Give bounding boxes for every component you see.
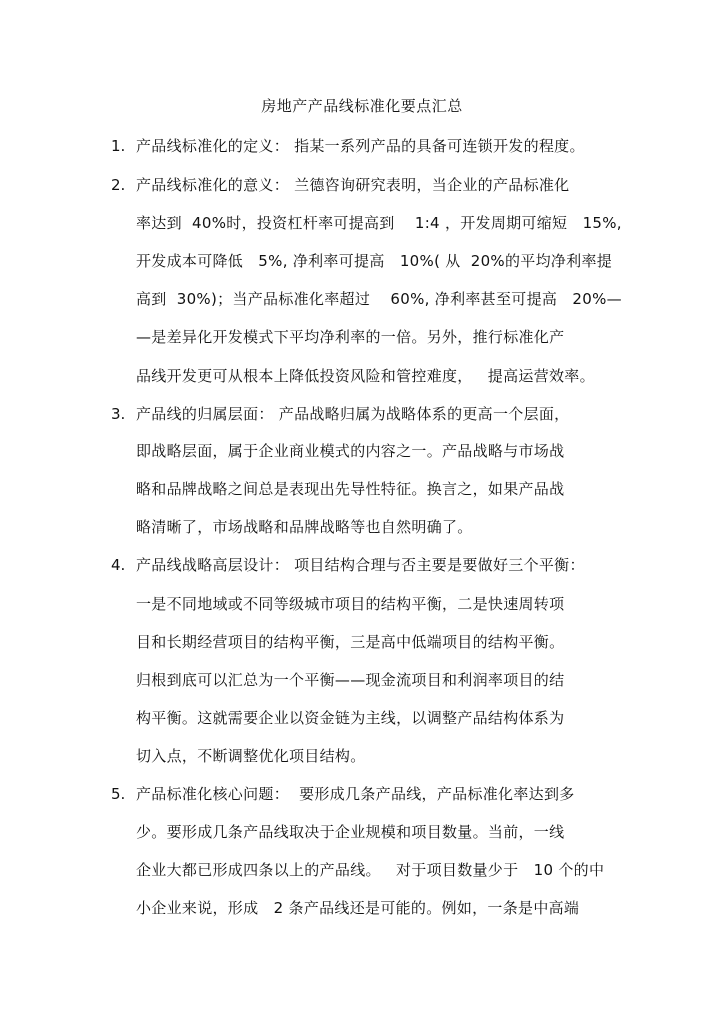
- paragraph-line: 切入点，不断调整优化项目结构。: [136, 747, 366, 765]
- paragraph-line: 高到 30%)；当产品标准化率超过 60%, 净利率甚至可提高 20%—: [136, 290, 622, 308]
- paragraph-line: 产品线的归属层面： 产品战略归属为战略体系的更高一个层面，: [136, 405, 570, 423]
- paragraph-line: 略清晰了，市场战略和品牌战略等也自然明确了。: [136, 518, 473, 536]
- item-number: 1.: [111, 137, 126, 155]
- paragraph-line: 产品标准化核心问题： 要形成几条产品线，产品标准化率达到多: [136, 785, 575, 803]
- paragraph-line: 企业大都已形成四条以上的产品线。 对于项目数量少于 10 个的中: [136, 861, 605, 879]
- paragraph-line: 目和长期经营项目的结构平衡，三是高中低端项目的结构平衡。: [136, 633, 565, 651]
- paragraph-line: 产品线战略高层设计： 项目结构合理与否主要是要做好三个平衡：: [136, 556, 585, 574]
- item-number: 4.: [111, 556, 126, 574]
- item-number: 3.: [111, 405, 126, 423]
- document-title: 房地产产品线标准化要点汇总: [261, 97, 463, 115]
- paragraph-line: 品线开发更可从根本上降低投资风险和管控难度， 提高运营效率。: [136, 367, 595, 385]
- paragraph-line: 产品线标准化的意义： 兰德咨询研究表明，当企业的产品标准化: [136, 176, 570, 194]
- paragraph-line: 小企业来说，形成 2 条产品线还是可能的。例如，一条是中高端: [136, 899, 580, 917]
- paragraph-line: —是差异化开发模式下平均净利率的一倍。另外，推行标准化产: [136, 328, 565, 346]
- paragraph-line: 一是不同地域或不同等级城市项目的结构平衡，二是快速周转项: [136, 595, 565, 613]
- paragraph-line: 归根到底可以汇总为一个平衡——现金流项目和利润率项目的结: [136, 671, 565, 689]
- item-number: 2.: [111, 176, 126, 194]
- paragraph-line: 开发成本可降低 5%, 净利率可提高 10%( 从 20%的平均净利率提: [136, 252, 613, 270]
- paragraph-line: 率达到 40%时，投资杠杆率可提高到 1:4 ，开发周期可缩短 15%,: [136, 214, 622, 232]
- item-number: 5.: [111, 785, 126, 803]
- paragraph-line: 即战略层面，属于企业商业模式的内容之一。产品战略与市场战: [136, 442, 565, 460]
- paragraph-line: 产品线标准化的定义： 指某一系列产品的具备可连锁开发的程度。: [136, 137, 585, 155]
- paragraph-line: 构平衡。这就需要企业以资金链为主线，以调整产品结构体系为: [136, 709, 565, 727]
- paragraph-line: 略和品牌战略之间总是表现出先导性特征。换言之，如果产品战: [136, 480, 565, 498]
- paragraph-line: 少。要形成几条产品线取决于企业规模和项目数量。当前，一线: [136, 823, 565, 841]
